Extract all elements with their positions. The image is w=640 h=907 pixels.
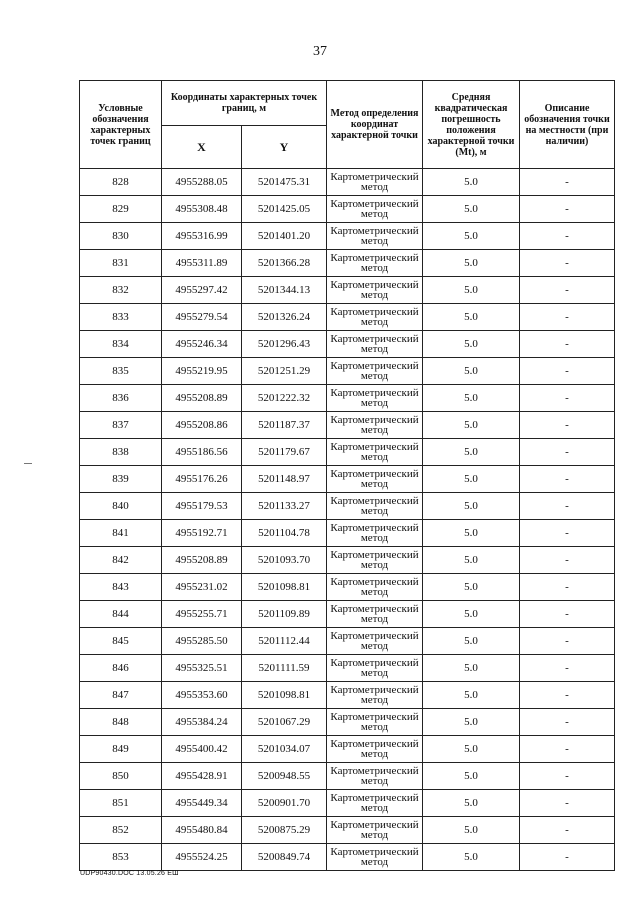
- method-line2: метод: [360, 694, 389, 706]
- method-cell: [327, 439, 423, 466]
- error-value: 5.0: [423, 331, 520, 358]
- description: -: [520, 250, 615, 277]
- point-number: 844: [80, 601, 162, 628]
- error-value: 5.0: [423, 520, 520, 547]
- description: -: [520, 196, 615, 223]
- method-line2: метод: [360, 451, 389, 463]
- method-line2: метод: [360, 370, 389, 382]
- coord-y: 5201148.97: [242, 466, 327, 493]
- coord-x: 4955192.71: [162, 520, 242, 547]
- error-value: 5.0: [423, 601, 520, 628]
- description: -: [520, 412, 615, 439]
- coord-x: 4955176.26: [162, 466, 242, 493]
- point-number: 852: [80, 817, 162, 844]
- header-symbols: Условные обозначения характерных точек границ: [80, 81, 162, 169]
- table-row: [80, 493, 615, 520]
- error-value: 5.0: [423, 412, 520, 439]
- method-line2: метод: [360, 613, 389, 625]
- header-error: Средняя квадратическая погрешность положения характерной точки (Mt), м: [423, 81, 520, 169]
- method-line2: метод: [360, 397, 389, 409]
- method-line1: Картометрический: [330, 198, 419, 210]
- method-line1: Картометрический: [330, 603, 419, 615]
- error-value: 5.0: [423, 574, 520, 601]
- method-line2: метод: [360, 478, 389, 490]
- page-number: 37: [313, 44, 327, 59]
- coord-x: 4955186.56: [162, 439, 242, 466]
- method-line2: метод: [360, 802, 389, 814]
- table-header-row: [80, 81, 615, 126]
- method-line1: Картометрический: [330, 792, 419, 804]
- method-line1: Картометрический: [330, 522, 419, 534]
- point-number: 848: [80, 709, 162, 736]
- table-row: [80, 763, 615, 790]
- coord-y: 5200849.74: [242, 844, 327, 871]
- error-value: 5.0: [423, 385, 520, 412]
- point-number: 851: [80, 790, 162, 817]
- method-line2: метод: [360, 289, 389, 301]
- coord-x: 4955325.51: [162, 655, 242, 682]
- coord-y: 5201326.24: [242, 304, 327, 331]
- coord-x: 4955208.89: [162, 547, 242, 574]
- description: -: [520, 277, 615, 304]
- method-line2: метод: [360, 667, 389, 679]
- header-coords-group: Координаты характерных точек границ, м: [162, 81, 327, 126]
- point-number: 846: [80, 655, 162, 682]
- coord-x: 4955208.89: [162, 385, 242, 412]
- coord-y: 5201187.37: [242, 412, 327, 439]
- method-line1: Картометрический: [330, 171, 419, 183]
- method-line1: Картометрический: [330, 738, 419, 750]
- header-x: X: [162, 126, 242, 169]
- description: -: [520, 304, 615, 331]
- table-row: [80, 547, 615, 574]
- coord-x: 4955316.99: [162, 223, 242, 250]
- description: -: [520, 682, 615, 709]
- coord-y: 5201222.32: [242, 385, 327, 412]
- description: -: [520, 601, 615, 628]
- method-line1: Картометрический: [330, 306, 419, 318]
- method-cell: [327, 601, 423, 628]
- table-row: [80, 844, 615, 871]
- table-row: [80, 223, 615, 250]
- coord-y: 5201475.31: [242, 169, 327, 196]
- table-row: [80, 709, 615, 736]
- coord-x: 4955311.89: [162, 250, 242, 277]
- header-description: Описание обозначения точки на местности (при наличии): [520, 81, 615, 169]
- coord-y: 5201344.13: [242, 277, 327, 304]
- table-row: [80, 655, 615, 682]
- table-row: [80, 466, 615, 493]
- description: -: [520, 331, 615, 358]
- point-number: 839: [80, 466, 162, 493]
- error-value: 5.0: [423, 817, 520, 844]
- coord-x: 4955308.48: [162, 196, 242, 223]
- table-row: [80, 628, 615, 655]
- method-cell: [327, 412, 423, 439]
- coord-y: 5201098.81: [242, 682, 327, 709]
- method-line1: Картометрический: [330, 711, 419, 723]
- error-value: 5.0: [423, 709, 520, 736]
- method-line2: метод: [360, 262, 389, 274]
- document-footer: UDP90430.DOC 13.05.26 EШ: [80, 870, 179, 877]
- point-number: 847: [80, 682, 162, 709]
- coord-x: 4955428.91: [162, 763, 242, 790]
- error-value: 5.0: [423, 682, 520, 709]
- description: -: [520, 547, 615, 574]
- coord-y: 5201425.05: [242, 196, 327, 223]
- error-value: 5.0: [423, 277, 520, 304]
- error-value: 5.0: [423, 304, 520, 331]
- method-line2: метод: [360, 586, 389, 598]
- description: -: [520, 790, 615, 817]
- method-cell: [327, 817, 423, 844]
- table-row: [80, 169, 615, 196]
- description: -: [520, 493, 615, 520]
- coord-y: 5201093.70: [242, 547, 327, 574]
- coord-x: 4955246.34: [162, 331, 242, 358]
- margin-mark: [24, 463, 32, 464]
- point-number: 828: [80, 169, 162, 196]
- table-row: [80, 439, 615, 466]
- method-cell: [327, 169, 423, 196]
- method-cell: [327, 385, 423, 412]
- point-number: 833: [80, 304, 162, 331]
- coord-x: 4955384.24: [162, 709, 242, 736]
- method-cell: [327, 790, 423, 817]
- method-cell: [327, 682, 423, 709]
- coordinates-table: [79, 80, 615, 871]
- method-line2: метод: [360, 640, 389, 652]
- method-line1: Картометрический: [330, 846, 419, 858]
- table-row: [80, 817, 615, 844]
- coord-y: 5201098.81: [242, 574, 327, 601]
- error-value: 5.0: [423, 493, 520, 520]
- error-value: 5.0: [423, 763, 520, 790]
- coord-x: 4955449.34: [162, 790, 242, 817]
- header-y: Y: [242, 126, 327, 169]
- coord-y: 5201251.29: [242, 358, 327, 385]
- description: -: [520, 520, 615, 547]
- method-cell: [327, 574, 423, 601]
- method-line2: метод: [360, 721, 389, 733]
- method-line2: метод: [360, 559, 389, 571]
- description: -: [520, 169, 615, 196]
- method-cell: [327, 358, 423, 385]
- coord-y: 5201133.27: [242, 493, 327, 520]
- method-line2: метод: [360, 343, 389, 355]
- description: -: [520, 844, 615, 871]
- coord-y: 5201109.89: [242, 601, 327, 628]
- method-cell: [327, 304, 423, 331]
- method-line2: метод: [360, 424, 389, 436]
- point-number: 842: [80, 547, 162, 574]
- error-value: 5.0: [423, 169, 520, 196]
- coord-x: 4955179.53: [162, 493, 242, 520]
- header-method: Метод определения координат характерной точки: [327, 81, 423, 169]
- coord-x: 4955231.02: [162, 574, 242, 601]
- table-row: [80, 250, 615, 277]
- method-line2: метод: [360, 235, 389, 247]
- point-number: 829: [80, 196, 162, 223]
- method-cell: [327, 844, 423, 871]
- table-row: [80, 358, 615, 385]
- method-line2: метод: [360, 181, 389, 193]
- error-value: 5.0: [423, 547, 520, 574]
- method-line1: Картометрический: [330, 684, 419, 696]
- method-cell: [327, 547, 423, 574]
- coord-y: 5201067.29: [242, 709, 327, 736]
- description: -: [520, 466, 615, 493]
- point-number: 830: [80, 223, 162, 250]
- error-value: 5.0: [423, 250, 520, 277]
- coord-x: 4955524.25: [162, 844, 242, 871]
- description: -: [520, 736, 615, 763]
- coord-y: 5201111.59: [242, 655, 327, 682]
- method-line2: метод: [360, 316, 389, 328]
- point-number: 831: [80, 250, 162, 277]
- method-line2: метод: [360, 856, 389, 868]
- method-cell: [327, 736, 423, 763]
- description: -: [520, 358, 615, 385]
- method-line1: Картометрический: [330, 225, 419, 237]
- coord-y: 5200948.55: [242, 763, 327, 790]
- method-line1: Картометрический: [330, 495, 419, 507]
- method-line1: Картометрический: [330, 549, 419, 561]
- coord-y: 5201401.20: [242, 223, 327, 250]
- table-row: [80, 331, 615, 358]
- point-number: 832: [80, 277, 162, 304]
- description: -: [520, 574, 615, 601]
- description: -: [520, 439, 615, 466]
- coord-y: 5201104.78: [242, 520, 327, 547]
- point-number: 853: [80, 844, 162, 871]
- coord-x: 4955255.71: [162, 601, 242, 628]
- method-line1: Картометрический: [330, 819, 419, 831]
- error-value: 5.0: [423, 223, 520, 250]
- method-line1: Картометрический: [330, 468, 419, 480]
- coord-y: 5200901.70: [242, 790, 327, 817]
- table-row: [80, 304, 615, 331]
- point-number: 836: [80, 385, 162, 412]
- method-cell: [327, 331, 423, 358]
- point-number: 838: [80, 439, 162, 466]
- point-number: 850: [80, 763, 162, 790]
- method-line2: метод: [360, 748, 389, 760]
- table-body: [80, 169, 615, 871]
- description: -: [520, 628, 615, 655]
- table-row: [80, 682, 615, 709]
- method-line1: Картометрический: [330, 360, 419, 372]
- description: -: [520, 817, 615, 844]
- method-cell: [327, 628, 423, 655]
- table-row: [80, 196, 615, 223]
- coord-y: 5201366.28: [242, 250, 327, 277]
- coord-x: 4955219.95: [162, 358, 242, 385]
- coord-x: 4955400.42: [162, 736, 242, 763]
- method-cell: [327, 763, 423, 790]
- method-line2: метод: [360, 829, 389, 841]
- description: -: [520, 385, 615, 412]
- method-line1: Картометрический: [330, 387, 419, 399]
- point-number: 849: [80, 736, 162, 763]
- point-number: 834: [80, 331, 162, 358]
- coord-y: 5201296.43: [242, 331, 327, 358]
- method-line1: Картометрический: [330, 657, 419, 669]
- table-row: [80, 790, 615, 817]
- description: -: [520, 709, 615, 736]
- coord-y: 5201179.67: [242, 439, 327, 466]
- method-line1: Картометрический: [330, 414, 419, 426]
- point-number: 837: [80, 412, 162, 439]
- method-cell: [327, 655, 423, 682]
- method-line2: метод: [360, 532, 389, 544]
- description: -: [520, 763, 615, 790]
- coord-y: 5201112.44: [242, 628, 327, 655]
- error-value: 5.0: [423, 466, 520, 493]
- point-number: 835: [80, 358, 162, 385]
- table-row: [80, 574, 615, 601]
- method-cell: [327, 223, 423, 250]
- method-line2: метод: [360, 208, 389, 220]
- coord-x: 4955297.42: [162, 277, 242, 304]
- table-row: [80, 385, 615, 412]
- method-cell: [327, 493, 423, 520]
- method-line2: метод: [360, 505, 389, 517]
- coord-x: 4955480.84: [162, 817, 242, 844]
- method-cell: [327, 466, 423, 493]
- error-value: 5.0: [423, 196, 520, 223]
- method-line2: метод: [360, 775, 389, 787]
- method-cell: [327, 250, 423, 277]
- error-value: 5.0: [423, 439, 520, 466]
- coord-x: 4955288.05: [162, 169, 242, 196]
- method-line1: Картометрический: [330, 333, 419, 345]
- error-value: 5.0: [423, 736, 520, 763]
- table-row: [80, 601, 615, 628]
- method-cell: [327, 277, 423, 304]
- method-line1: Картометрический: [330, 765, 419, 777]
- error-value: 5.0: [423, 844, 520, 871]
- coord-x: 4955353.60: [162, 682, 242, 709]
- point-number: 840: [80, 493, 162, 520]
- coord-y: 5200875.29: [242, 817, 327, 844]
- method-line1: Картометрический: [330, 279, 419, 291]
- description: -: [520, 655, 615, 682]
- method-cell: [327, 520, 423, 547]
- error-value: 5.0: [423, 655, 520, 682]
- point-number: 845: [80, 628, 162, 655]
- method-line1: Картометрический: [330, 252, 419, 264]
- coord-x: 4955208.86: [162, 412, 242, 439]
- method-line1: Картометрический: [330, 441, 419, 453]
- point-number: 841: [80, 520, 162, 547]
- method-line1: Картометрический: [330, 630, 419, 642]
- coord-y: 5201034.07: [242, 736, 327, 763]
- error-value: 5.0: [423, 628, 520, 655]
- coord-x: 4955285.50: [162, 628, 242, 655]
- table-row: [80, 520, 615, 547]
- table-row: [80, 277, 615, 304]
- point-number: 843: [80, 574, 162, 601]
- description: -: [520, 223, 615, 250]
- error-value: 5.0: [423, 358, 520, 385]
- method-line1: Картометрический: [330, 576, 419, 588]
- table-row: [80, 412, 615, 439]
- coord-x: 4955279.54: [162, 304, 242, 331]
- error-value: 5.0: [423, 790, 520, 817]
- table-row: [80, 736, 615, 763]
- method-cell: [327, 196, 423, 223]
- method-cell: [327, 709, 423, 736]
